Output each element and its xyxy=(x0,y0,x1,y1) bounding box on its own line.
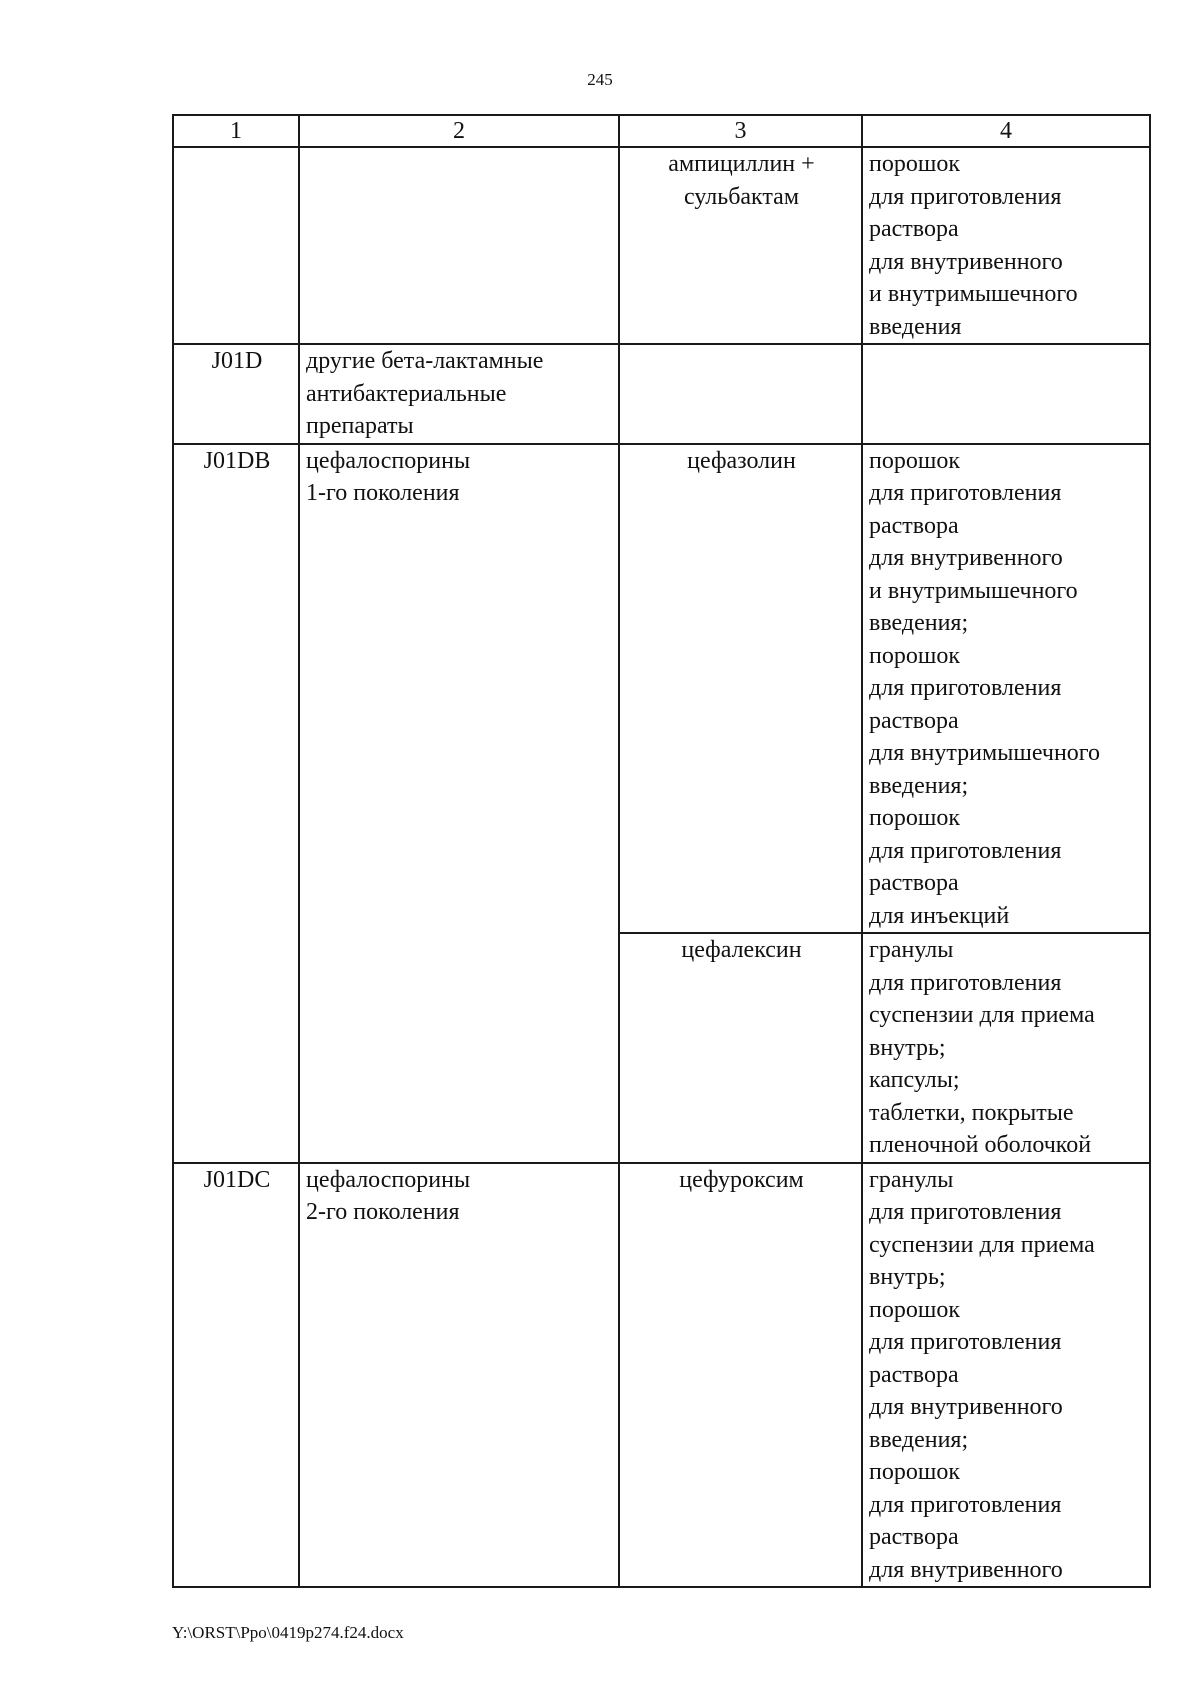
drug-name-cell xyxy=(619,147,862,344)
dosage-form-line: суспензии для приема xyxy=(869,1002,1095,1028)
group-name-cell xyxy=(299,1163,619,1588)
dosage-form-line: для внутривенного xyxy=(869,1394,1063,1420)
dosage-form-line: раствора xyxy=(869,216,959,242)
header-cell-3: 3 xyxy=(619,115,862,147)
table-row xyxy=(173,444,1150,934)
drug-name-line: цефуроксим xyxy=(679,1166,804,1193)
drug-name-line: сульбактам xyxy=(683,183,800,210)
atc-code-cell xyxy=(173,1163,299,1588)
dosage-form-line: порошок xyxy=(869,447,960,474)
dosage-form-line: гранулы xyxy=(869,1166,954,1193)
table-header-row xyxy=(173,115,1150,147)
dosage-form-line: раствора xyxy=(869,1361,959,1388)
table-row xyxy=(173,1163,1150,1588)
dosage-form-line: раствора xyxy=(869,870,959,896)
dosage-form-line: для приготовления xyxy=(869,183,1062,210)
group-name-line: другие бета-лактамные xyxy=(306,348,544,374)
dosage-form-line: для приготовления xyxy=(869,675,1062,701)
header-cell-1: 1 xyxy=(173,115,299,147)
header-cell-2: 2 xyxy=(299,115,619,147)
dosage-form-line: введения; xyxy=(869,772,969,799)
group-name-cell xyxy=(299,444,619,1163)
dosage-form-line: введения xyxy=(869,313,962,340)
group-name-line: препараты xyxy=(306,413,414,439)
dosage-form-cell xyxy=(862,1163,1150,1588)
group-name-line: цефалоспорины xyxy=(306,447,471,474)
dosage-form-cell xyxy=(862,147,1150,344)
dosage-form-line: для внутривенного xyxy=(869,248,1063,275)
group-name-line: антибактериальные xyxy=(306,380,507,407)
dosage-form-line: для инъекций xyxy=(869,902,1010,929)
dosage-form-line: суспензии для приема xyxy=(869,1231,1095,1258)
dosage-form-line: внутрь; xyxy=(869,1034,946,1061)
dosage-form-line: и внутримышечного xyxy=(869,577,1078,604)
dosage-form-line: таблетки, покрытые xyxy=(869,1099,1074,1126)
drug-name-line: цефазолин xyxy=(687,447,796,474)
dosage-form-line: для приготовления xyxy=(869,1199,1062,1225)
atc-code: J01DB xyxy=(203,447,271,474)
drug-name-cell xyxy=(619,1163,862,1588)
file-path-footer: Y:\ORST\Ppo\0419p274.f24.docx xyxy=(172,1623,404,1642)
table-row xyxy=(173,147,1150,344)
dosage-form-line: для приготовления xyxy=(869,969,1062,996)
atc-code: J01DC xyxy=(203,1166,271,1193)
dosage-form-line: введения; xyxy=(869,610,969,636)
dosage-form-line: порошок xyxy=(869,805,960,831)
group-name-cell xyxy=(299,344,619,444)
dosage-form-line: порошок xyxy=(869,642,960,669)
group-name-line: цефалоспорины xyxy=(306,1166,471,1193)
group-name-cell xyxy=(299,147,619,344)
drug-name-line: ампициллин + xyxy=(668,151,815,177)
drug-name-cell xyxy=(619,933,862,1163)
dosage-form-cell xyxy=(862,344,1150,444)
atc-code-cell xyxy=(173,147,299,344)
drug-table-body xyxy=(173,115,1150,1587)
dosage-form-line: для приготовления xyxy=(869,1491,1062,1518)
dosage-form-line: гранулы xyxy=(869,937,954,963)
drug-name-cell xyxy=(619,344,862,444)
drug-name-line: цефалексин xyxy=(681,937,802,963)
dosage-form-line: и внутримышечного xyxy=(869,281,1078,307)
dosage-form-line: для приготовления xyxy=(869,480,1062,506)
atc-code: J01D xyxy=(211,348,263,374)
dosage-form-line: для приготовления xyxy=(869,1329,1062,1355)
atc-code-cell xyxy=(173,344,299,444)
header-cell-4: 4 xyxy=(862,115,1150,147)
dosage-form-line: для приготовления xyxy=(869,837,1062,864)
page-number: 245 xyxy=(587,70,613,89)
drug-name-cell xyxy=(619,444,862,934)
table-row xyxy=(173,344,1150,444)
dosage-form-line: для внутривенного xyxy=(869,1556,1063,1583)
dosage-form-line: для внутривенного xyxy=(869,545,1063,571)
dosage-form-line: раствора xyxy=(869,512,959,539)
dosage-form-line: пленочной оболочкой xyxy=(869,1132,1092,1158)
atc-code-cell xyxy=(173,444,299,1163)
dosage-form-cell xyxy=(862,933,1150,1163)
dosage-form-cell xyxy=(862,444,1150,934)
dosage-form-line: внутрь; xyxy=(869,1264,946,1290)
dosage-form-line: порошок xyxy=(869,1459,960,1485)
dosage-form-line: капсулы; xyxy=(869,1067,960,1093)
dosage-form-line: введения; xyxy=(869,1426,969,1453)
group-name-line: 1-го поколения xyxy=(306,480,460,506)
dosage-form-line: для внутримышечного xyxy=(869,740,1101,766)
drug-table xyxy=(172,114,1151,1588)
group-name-line: 2-го поколения xyxy=(306,1199,460,1225)
dosage-form-line: раствора xyxy=(869,707,959,734)
dosage-form-line: порошок xyxy=(869,1296,960,1323)
dosage-form-line: раствора xyxy=(869,1524,959,1550)
dosage-form-line: порошок xyxy=(869,151,960,177)
